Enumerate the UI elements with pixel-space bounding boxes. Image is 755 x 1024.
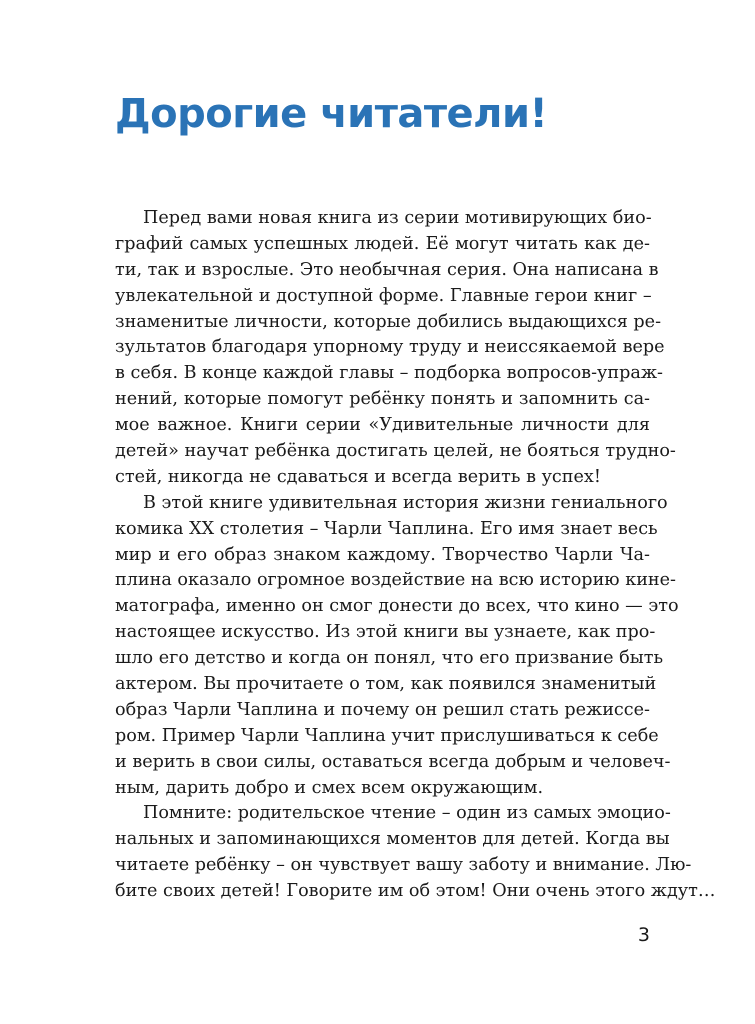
text-line: Перед вами новая книга из серии мотивирующих био- — [143, 208, 652, 228]
text-line: детей» научат ребёнка достигать целей, не бояться трудно- — [115, 441, 676, 462]
text-line: зультатов благодаря упорному труду и неиссякаемой вере — [115, 337, 665, 358]
text-line: и верить в свои силы, оставаться всегда добрым и человеч- — [115, 751, 671, 772]
text-line: бите своих детей! Говорите им об этом! Они очень этого ждут… — [115, 881, 716, 902]
text-line: стей, никогда не сдаваться и всегда верить в успех! — [115, 466, 601, 487]
text-line: графий самых успешных людей. Её могут читать как де- — [115, 233, 650, 254]
paragraph — [115, 491, 679, 802]
text-line: мир и его образ знаком каждому. Творчество Чарли Ча- — [115, 544, 650, 565]
body-text — [115, 206, 716, 905]
page-number: 3 — [637, 924, 650, 946]
paragraph — [115, 801, 716, 905]
text-line: актером. Вы прочитаете о том, как появился знаменитый — [115, 674, 657, 695]
text-line: В этой книге удивительная история жизни гениального — [143, 492, 668, 513]
text-line: в себя. В конце каждой главы – подборка вопросов-упраж- — [115, 363, 663, 384]
text-line: читаете ребёнку – он чувствует вашу заботу и внимание. Лю- — [115, 855, 692, 876]
text-line: настоящее искусство. Из этой книги вы узнаете, как про- — [115, 622, 656, 643]
text-line: знаменитые личности, которые добились выдающихся ре- — [115, 311, 662, 332]
text-line: ти, так и взрослые. Это необычная серия. Она написана в — [115, 259, 659, 280]
text-line: ным, дарить добро и смех всем окружающим. — [115, 777, 544, 798]
text-line: образ Чарли Чаплина и почему он решил стать режиссе- — [115, 699, 650, 720]
text-line: плина оказало огромное воздействие на всю историю кине- — [115, 570, 677, 591]
text-line: шло его детство и когда он понял, что его призвание быть — [115, 648, 664, 669]
page-title: Дорогие читатели! — [115, 91, 548, 137]
text-line: матографа, именно он смог донести до всех, что кино — это — [115, 596, 679, 617]
paragraph — [115, 206, 676, 491]
text-line: Помните: родительское чтение – один из самых эмоцио- — [143, 803, 671, 824]
text-line: нений, которые помогут ребёнку понять и запомнить са- — [115, 389, 650, 410]
text-line: комика XX столетия – Чарли Чаплина. Его имя знает весь — [115, 518, 658, 539]
text-line: нальных и запоминающихся моментов для детей. Когда вы — [115, 829, 670, 850]
text-line: ром. Пример Чарли Чаплина учит прислушиваться к себе — [115, 725, 659, 746]
text-line: мое важное. Книги серии «Удивительные личности для — [115, 415, 650, 436]
text-line: увлекательной и доступной форме. Главные герои книг – — [115, 285, 652, 306]
